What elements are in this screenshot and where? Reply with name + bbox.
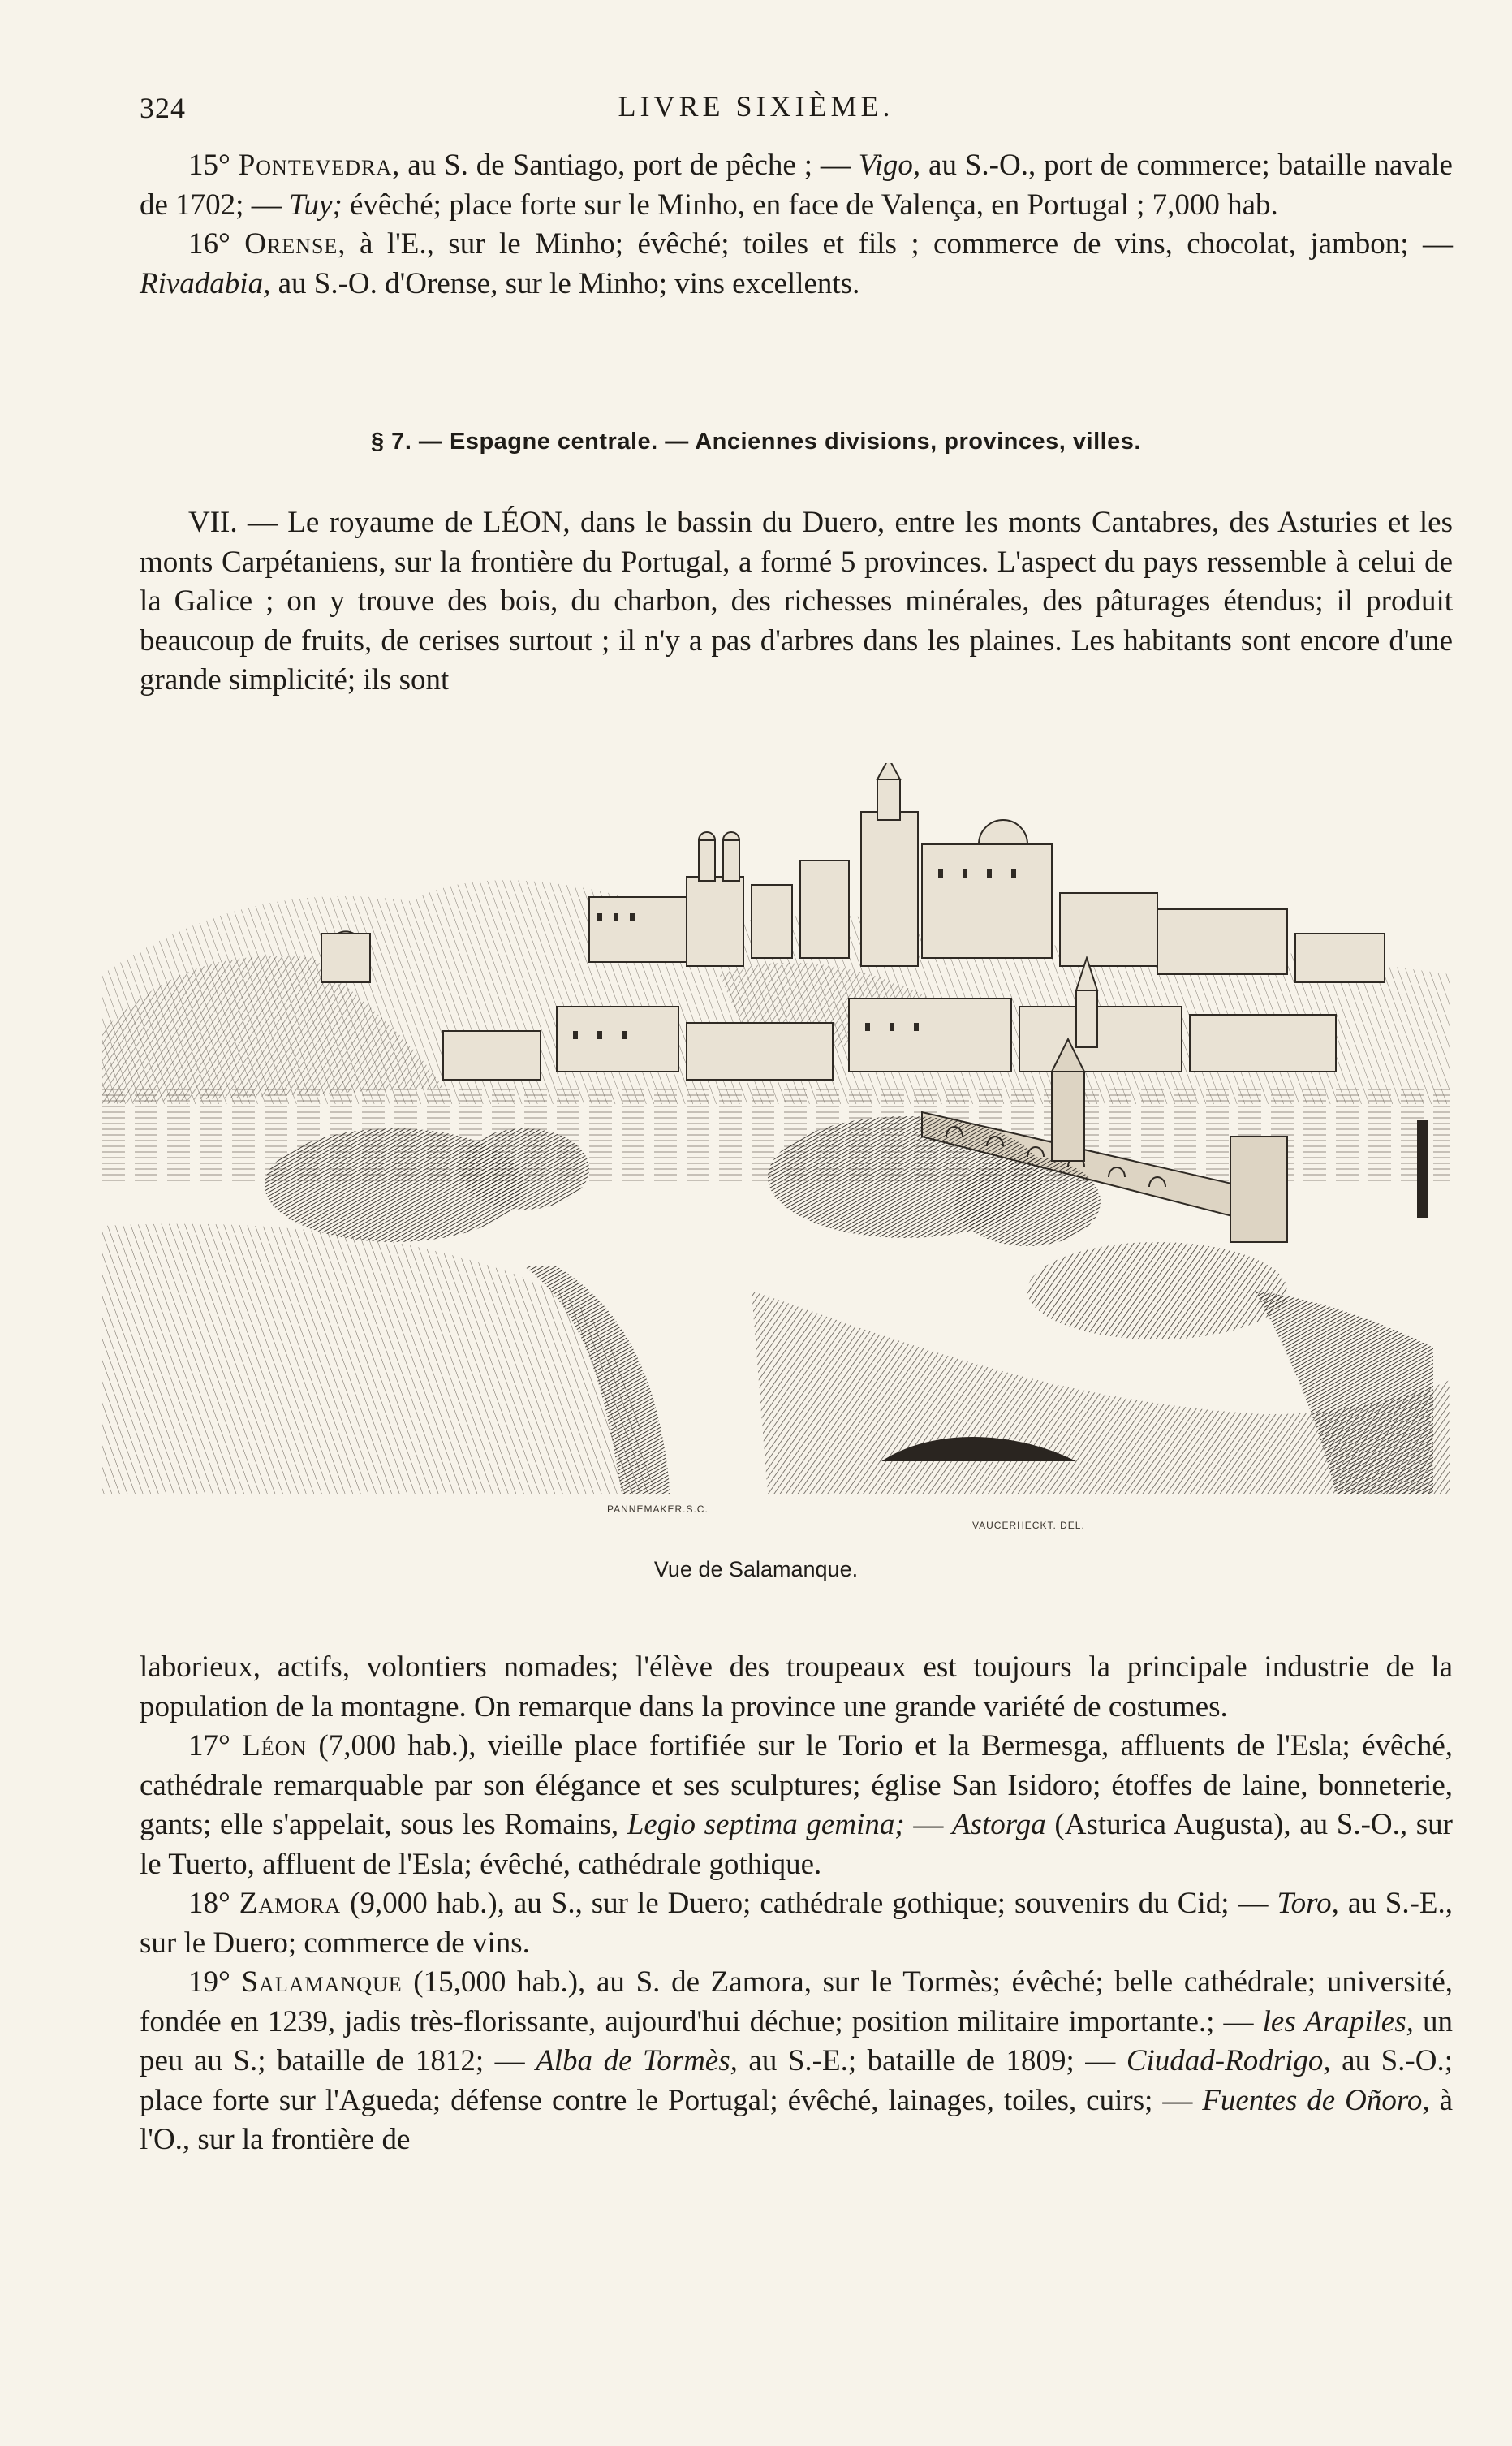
text-run: (9,000 hab.), au S., sur le Duero; cathédrale gothique; souvenirs du Cid; — [341, 1887, 1277, 1920]
paragraph-leon [140, 1727, 1453, 1884]
paragraph-pontevedra [140, 146, 1453, 225]
text-run: (15,000 hab.), au S. de Zamora, sur le Tormès; évêché; belle cathédrale; université, fondée en 1239, jadis très-florissante, aujourd'hui déchue; position militaire importante.; — [140, 1965, 1454, 2038]
text-run: au S.-E., sur le Duero; commerce de vins. [140, 1887, 1454, 1960]
text-run: au S.-O., port de commerce; bataille navale de 1702; — [140, 149, 1453, 222]
text-run: évêché; place forte sur le Minho, en face de Valença, en Portugal ; 7,000 hab. [342, 188, 1278, 222]
text-run: au S.-E.; bataille de 1809; — [737, 2044, 1126, 2077]
place-name: Tuy; [288, 188, 342, 222]
text-run: au S.-O. d'Orense, sur le Minho; vins excellents. [270, 266, 860, 300]
text-run: au S.-O.; place forte sur l'Agueda; défense contre le Portugal; évêché, lainages, toiles, cuirs; — [140, 2044, 1453, 2117]
item-number: 16° [188, 227, 230, 261]
item-number: 18° [188, 1887, 230, 1920]
province-name: Pontevedra [238, 149, 393, 182]
artist-signature: VAUCERHECKT. DEL. [972, 1520, 1085, 1531]
item-number: 15° [188, 149, 230, 182]
province-name: Salamanque [241, 1965, 403, 1999]
paragraph-zamora [140, 1884, 1453, 1963]
paragraph-salamanque [140, 1963, 1453, 2160]
place-name: Fuentes de Oñoro, [1202, 2083, 1430, 2117]
province-name: Léon [242, 1729, 308, 1762]
province-name: Zamora [239, 1887, 342, 1920]
figure-caption: Vue de Salamanque. [653, 1557, 859, 1581]
leon-intro-block [140, 503, 1453, 701]
salamanca-engraving [102, 763, 1450, 1510]
place-name: Rivadabia, [140, 266, 271, 300]
text-run: à l'O., sur la frontière de [140, 2083, 1453, 2156]
provinces-galicia-block [140, 146, 1453, 304]
paragraph-orense [140, 225, 1453, 304]
section-heading: § 7. — Espagne centrale. — Anciennes divisions, provinces, villes. [371, 429, 1141, 455]
engraver-signature: PANNEMAKER.S.C. [607, 1503, 709, 1515]
text-run: (7,000 hab.), vieille place fortifiée sur le Torio et la Bermesga, affluents de l'Esla; évêché, cathédrale remarquable par son élégance et ses sculptures; église San Isidoro; étoffes de laine, bonneterie, gants; elle s'appelait, sous les Romains, [140, 1729, 1454, 1841]
page-number: 324 [140, 92, 186, 124]
text-run: , à l'E., sur le Minho; évêché; toiles et fils ; commerce de vins, chocolat, jambon; — [338, 227, 1453, 261]
latin-name: Legio septima gemina; [627, 1808, 905, 1841]
place-name: Astorga [951, 1808, 1046, 1841]
place-name: Ciudad-Rodrigo, [1126, 2044, 1331, 2077]
place-name: les Arapiles, [1262, 2004, 1414, 2038]
text-run: un peu au S.; bataille de 1812; — [140, 2004, 1453, 2077]
item-number: 17° [188, 1729, 230, 1762]
running-title: LIVRE SIXIÈME. [618, 90, 894, 123]
text-run: (Asturica Augusta), au S.-O., sur le Tuerto, affluent de l'Esla; évêché, cathédrale gothique. [140, 1808, 1453, 1881]
paragraph-continuation: laborieux, actifs, volontiers nomades; l'élève des troupeaux est toujours la principale industrie de la population de la montagne. On remarque dans la province une grande variété de costumes. [140, 1650, 1453, 1723]
place-name: Toro, [1277, 1887, 1339, 1920]
paragraph-leon-kingdom: VII. — Le royaume de LÉON, dans le bassin du Duero, entre les monts Cantabres, des Asturies et les monts Carpétaniens, sur la frontière du Portugal, a formé 5 provinces. L'aspect du pays ressemble à celui de la Galice ; on y trouve des bois, du charbon, des richesses minérales, des pâturages étendus; il produit beaucoup de fruits, de cerises surtout ; il n'y a pas d'arbres dans les plaines. Les habitants sont encore d'une grande simplicité; ils sont [140, 506, 1453, 697]
place-name: Alba de Tormès, [536, 2044, 738, 2077]
place-name: Vigo, [858, 149, 921, 182]
leon-provinces-block [140, 1648, 1453, 2160]
text-run: — [904, 1808, 952, 1841]
text-run: , au S. de Santiago, port de pêche ; — [392, 149, 859, 182]
province-name: Orense [244, 227, 338, 261]
item-number: 19° [188, 1965, 230, 1999]
